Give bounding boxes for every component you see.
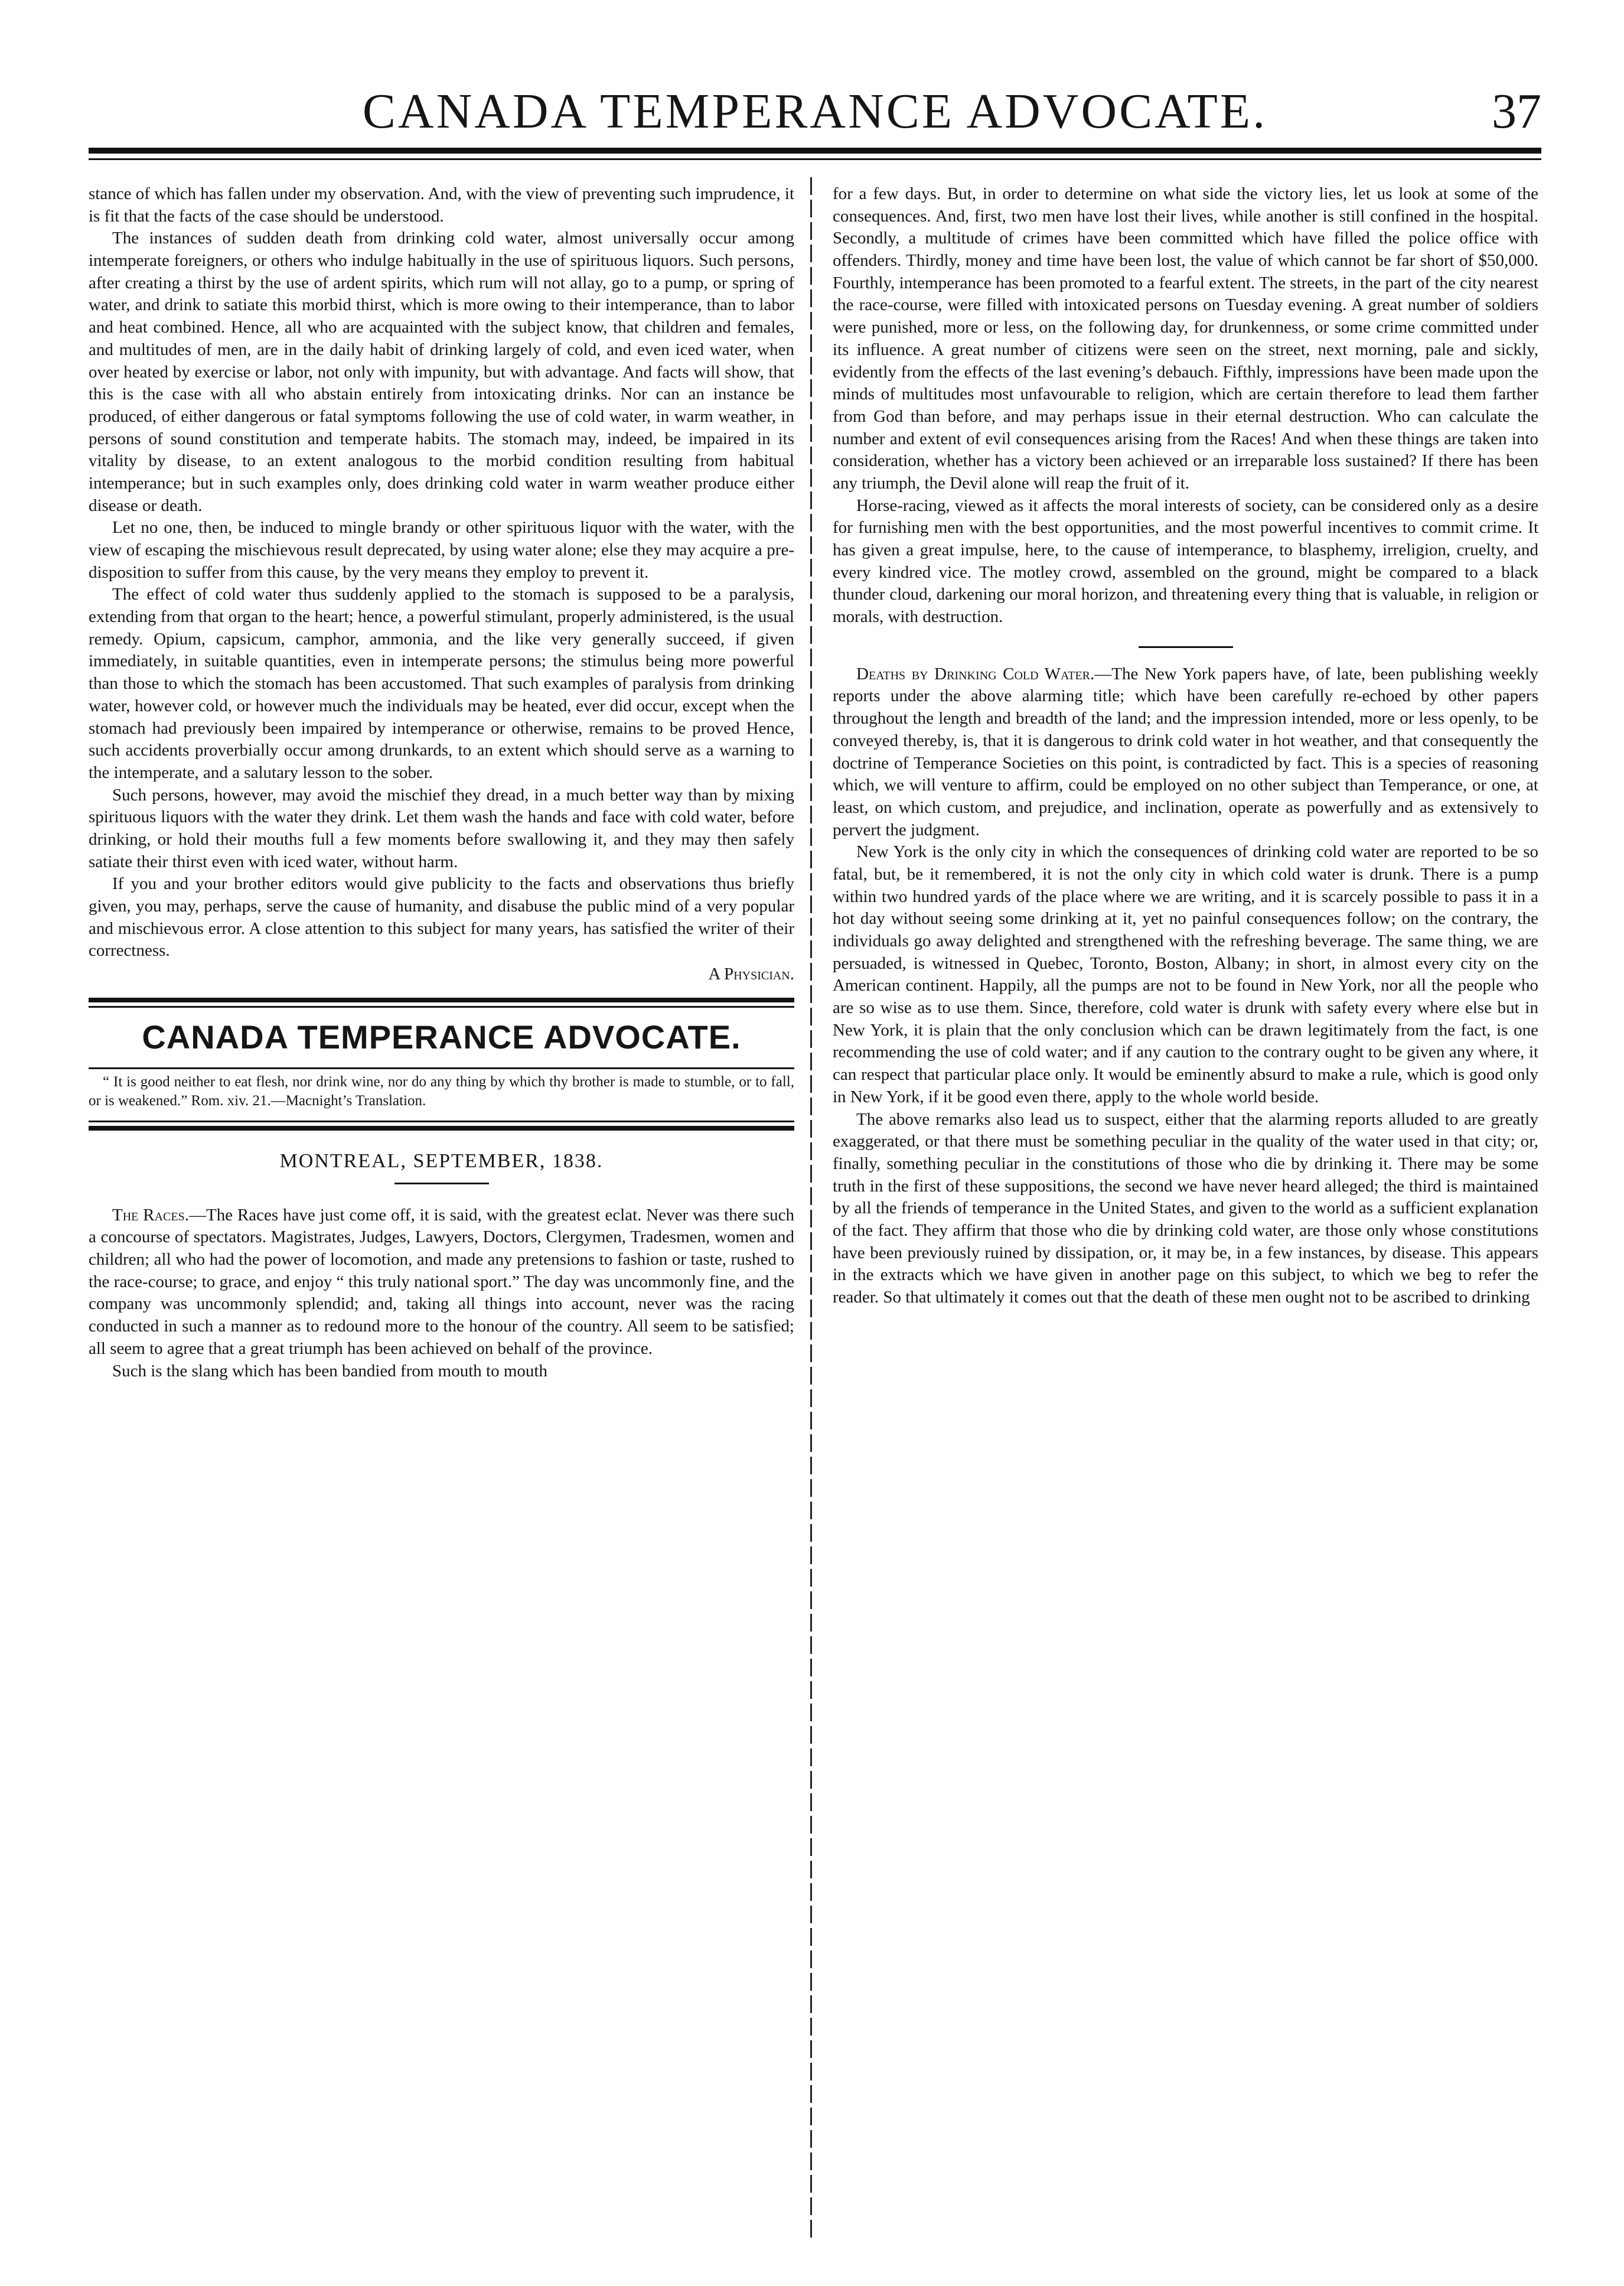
paragraph: The above remarks also lead us to suspect, either that the alarming reports alluded to are greatly exaggerated, or that there must be something peculiar in the quality of the water used in that city; or, finally, something peculiar in the constitutions of those who die by drinking it. There may be some truth in the first of these suppositions, the second we have never heard alleged; the third is maintained by all the friends of temperance in the United States, and given to the world as a sufficient explanation of the fact. They affirm that those who die by drinking cold water, are those only whose constitutions have been previously ruined by dissipation, or, it may be, in a few instances, by disease. This appears in the extracts which we have given in another page on this subject, to which we beg to refer the reader. So that ultimately it comes out that the death of these men ought not to be ascribed to drinking [833,1109,1538,1307]
masthead-rule-top [89,998,794,1002]
page-header [89,83,1541,148]
left-column [89,183,794,1382]
right-column [833,183,1538,1309]
masthead-motto: “ It is good neither to eat flesh, nor drink wine, nor do any thing by which thy brother is made to stumble, or to fall, or is weakened.” Rom. xiv. 21.—Macnight’s Translation. [89,1073,794,1109]
header-rule-thin [89,158,1541,160]
dateline: MONTREAL, SEPTEMBER, 1838. [279,1149,604,1172]
signature: A Physician. [708,965,794,984]
masthead-rule-bottom-thick [89,1126,794,1131]
article-heading-races: The Races. [112,1205,189,1225]
paragraph: for a few days. But, in order to determine on what side the victory lies, let us look at some of the consequences. And, first, two men have lost their lives, while another is still confined in the hospital. Secondly, a multitude of crimes have been committed which have filled the police office with offenders. Thirdly, money and time have been lost, the value of which cannot be far short of $50,000. Fourthly, intemperance has been promoted to a fearful extent. The streets, in the part of the city nearest the race-course, were filled with intoxicated persons on Tuesday evening. A great number of soldiers were punished, more or less, on the following day, for drunkenness, or some crime committed under its influence. A great number of citizens were seen on the street, next morning, pale and sickly, evidently from the effects of the last evening’s debauch. Fifthly, impressions have been made upon the minds of multitudes most unfavourable to religion, which are certain therefore to lead them farther from God than before, and may perhaps issue in their eternal destruction. Who can calculate the number and extent of evil consequences arising from the Races! And when these things are taken into consideration, whether has a victory been achieved or an irreparable loss sustained? If there has been any triumph, the Devil alone will reap the fruit of it. [833,184,1538,493]
masthead-rule-mid [89,1067,794,1069]
dateline-rule [394,1183,489,1184]
paragraph: Such is the slang which has been bandied from mouth to mouth [112,1361,547,1380]
article-races-paragraph [89,1204,794,1360]
paragraph: stance of which has fallen under my observation. And, with the view of preventing such imprudence, it is fit that the facts of the case should be understood. [89,184,794,226]
running-title: CANADA TEMPERANCE ADVOCATE. [362,84,1268,139]
paragraph: The instances of sudden death from drinking cold water, almost universally occur among intemperate foreigners, or others who indulge habitually in the use of spirituous liquors. Such persons, after creating a thirst by the use of ardent spirits, which rum will not allay, go to a pump, or spring of water, and drink to satiate this morbid thirst, which is more owing to their intemperance, than to labor and heat combined. Hence, all who are acquainted with the subject know, that children and females, and multitudes of men, are in the daily habit of drinking largely of cold, and even iced water, when over heated by exercise or labor, not only with impunity, but with advantage. And facts will show, that this is the case with all who abstain entirely from intoxicating drinks. Nor can an instance be produced, of either dangerous or fatal symptoms following the use of cold water, in warm weather, in persons of sound constitution and temperate habits. The stomach may, indeed, be impaired in its vitality by disease, to an extent analogous to the morbid condition resulting from habitual intemperance; but in such examples only, does drinking cold water in warm weather produce either disease or death. [89,229,794,515]
masthead-rule-bottom [89,1121,794,1122]
page-number: 37 [1492,84,1541,139]
masthead-block [89,998,794,1131]
paragraph: The effect of cold water thus suddenly applied to the stomach is supposed to be a paralysis, extending from that organ to the heart; hence, a powerful stimulant, properly administered, is the usual remedy. Opium, capsicum, camphor, ammonia, and the like very generally succeed, if given immediately, in suitable quantities, even in intemperate persons; the stimulus being more powerful than those to which the stomach has been accustomed. That such examples of paralysis from drinking water, however cold, or however much the individuals may be heated, ever did occur, except when the stomach had previously been impaired by intemperance or otherwise, remains to be proved Hence, such accidents proverbially occur among drunkards, to an extent which should serve as a warning to the intemperate, and a salutary lesson to the sober. [89,585,794,782]
paragraph: New York is the only city in which the consequences of drinking cold water are reported to be so fatal, but, be it remembered, it is not the only city in which cold water is drunk. There is a pump within two hundred yards of the place where we are writing, and it is scarcely possible to pass it in a hot day without seeing some drinking at it, yet no painful consequences follow; on the contrary, the individuals go away delighted and strengthened with the refreshing beverage. The same thing, we are persuaded, is witnessed in Quebec, Toronto, Boston, Albany; in short, in almost every city on the American continent. Happily, all the pumps are not to be found in New York, nor all the people who are so wise as to use them. Since, therefore, cold water is drunk with safety every where else but in New York, it is plain that the only conclusion which can be drawn legitimately from the fact, is one recommending the use of cold water; and if any caution to the contrary ought to be given any where, it can respect that particular place only. It would be eminently absurd to make a rule, which is good only in New York, if it be good even there, apply to the whole world beside. [833,842,1538,1106]
article-separator [1139,646,1233,648]
masthead-title: CANADA TEMPERANCE ADVOCATE. [142,1018,741,1056]
article-heading-deaths: Deaths by Drinking Cold Water. [856,664,1095,683]
article-races-text: —The Races have just come off, it is said, with the greatest eclat. Never was there such a concourse of spectators. Magistrates, Judges, Lawyers, Doctors, Clergymen, Tradesmen, women and children; all who had the power of locomotion, and made any pretensions to fashion or taste, rushed to the race-course; to grace, and enjoy “ this truly national sport.” The day was uncommonly fine, and the company was uncommonly splendid; and, taking all things into account, never was the racing conducted in such a manner as to redound more to the honour of the country. All seem to be satisfied; all seem to agree that a great triumph has been achieved on behalf of the province. [89,1205,795,1358]
paragraph: Horse-racing, viewed as it affects the moral interests of society, can be considered only as a desire for furnishing men with the best opportunities, and the most powerful incentives to commit crime. It has given a great impulse, here, to the cause of intemperance, to blasphemy, irreligion, cruelty, and every kindred vice. The motley crowd, assembled on the ground, might be compared to a black thunder cloud, darkening our moral horizon, and threatening every thing that is valuable, in religion or morals, with destruction. [833,496,1538,627]
paragraph: Such persons, however, may avoid the mischief they dread, in a much better way than by mixing spirituous liquors with the water they drink. Let them wash the hands and face with cold water, before drinking, or hold their mouths full a few moments before swallowing it, and they may then safely satiate their thirst even with iced water, without harm. [89,785,794,871]
header-rule-thick [89,148,1541,154]
article-deaths-paragraph [833,663,1538,842]
paragraph: If you and your brother editors would give publicity to the facts and observations thus briefly given, you may, perhaps, serve the cause of humanity, and disabuse the public mind of a very popular and mischievous error. A close attention to this subject for many years, has satisfied the writer of their correctness. [89,874,794,960]
article-deaths-text: —The New York papers have, of late, been publishing weekly reports under the above alarming title; which have been carefully re-echoed by other papers throughout the length and breadth of the land; and the impression intended, more or less openly, to be conveyed thereby, is, that it is dangerous to drink cold water in hot weather, and that consequently the doctrine of Temperance Societies on this point, is contradicted by fact. This is a species of reasoning which, we will venture to affirm, could be employed on no other subject than Temperance, or one, at least, on which custom, and prejudice, and inclination, operate as powerfully and as extensively to pervert the judgment. [833,664,1538,839]
masthead-rule-top-thin [89,1006,794,1008]
column-divider [810,177,812,2239]
paragraph: Let no one, then, be induced to mingle brandy or other spirituous liquor with the water, with the view of escaping the mischievous result deprecated, by using water alone; else they may acquire a pre-disposition to suffer from this cause, by the very means they employ to prevent it. [89,518,794,582]
